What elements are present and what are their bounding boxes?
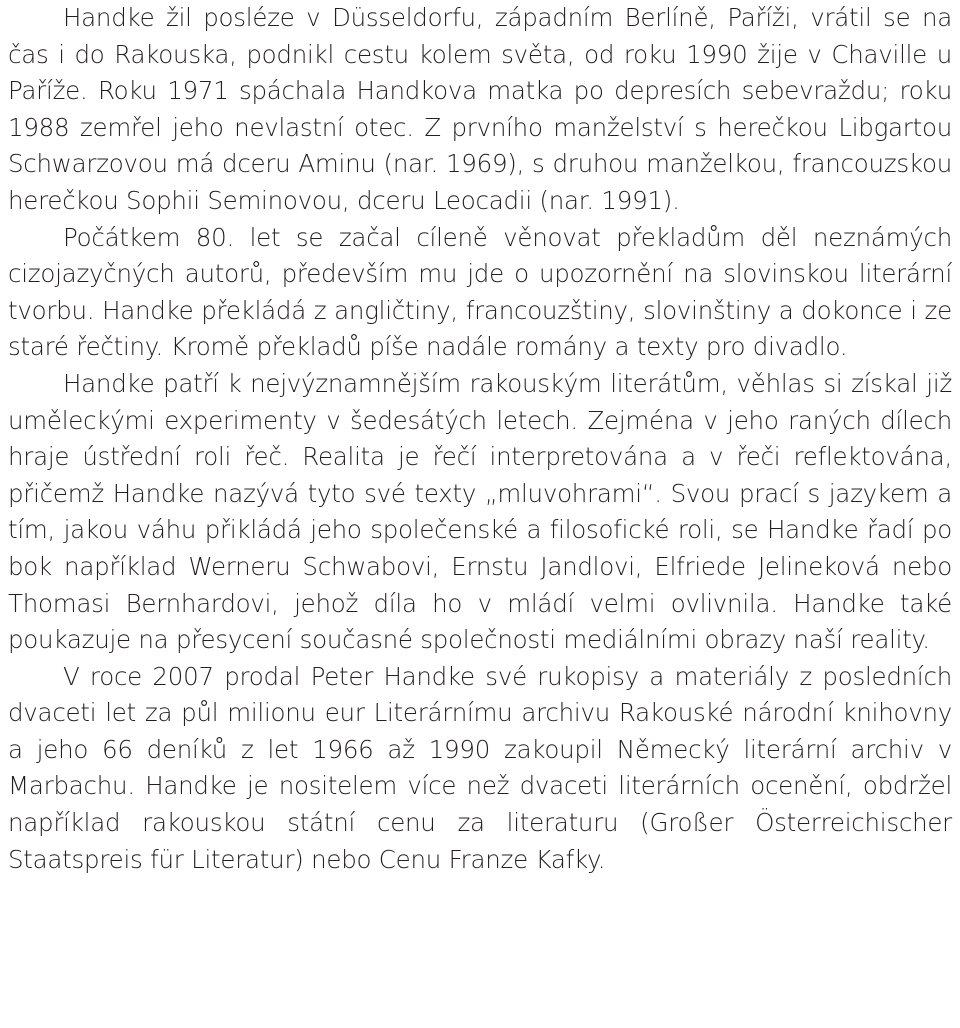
paragraph-translations: Počátkem 80. let se začal cíleně věnovat překladům děl neznámých cizojazyčných autorů, především mu jde o upozornění na slovinskou literární tvorbu. Handke překládá z angličtiny, francouzštiny, slovinštiny a dokonce i ze staré řečtiny. Kromě překladů píše nadále romány a texty pro divadlo.: [8, 222, 952, 362]
paragraph-literary-significance: Handke patří k nejvýznamnějším rakouským literátům, věhlas si získal již uměleckými experimenty v šedesátých letech. Zejména v jeho raných dílech hraje ústřední roli řeč. Realita je řečí interpretována a v řeči reflektována, přičemž Handke nazývá tyto své texty „mluvohrami“. Svou prací s jazykem a tím, jakou váhu přikládá jeho společenské a filosofické roli, se Handke řadí po bok například Werneru Schwabovi, Ernstu Jandlovi, Elfriede Jelineková nebo Thomasi Bernhardovi, jehož díla ho v mládí velmi ovlivnila. Handke také poukazuje na přesycení současné společnosti mediálními obrazy naší reality.: [8, 368, 952, 655]
paragraph-biography: Handke žil posléze v Düsseldorfu, západním Berlíně, Paříži, vrátil se na čas i do Rakouska, podnikl cestu kolem světa, od roku 1990 žije v Chaville u Paříže. Roku 1971 spáchala Handkova matka po depresích sebevraždu; roku 1988 zemřel jeho nevlastní otec. Z prvního manželství s herečkou Libgartou Schwarzovou má dceru Aminu (nar. 1969), s druhou manželkou, francouzskou herečkou Sophii Seminovou, dceru Leocadii (nar. 1991).: [8, 3, 952, 215]
paragraph-archive-and-awards: V roce 2007 prodal Peter Handke své rukopisy a materiály z posledních dvaceti let za půl milionu eur Literárnímu archivu Rakouské národní knihovny a jeho 66 deníků z let 1966 až 1990 zakoupil Německý literární archiv v Marbachu. Handke je nositelem více než dvaceti literárních ocenění, obdržel například rakouskou státní cenu za literaturu (Großer Österreichischer Staatspreis für Literatur) nebo Cenu Franze Kafky.: [8, 661, 952, 874]
document-body: [8, 0, 952, 878]
